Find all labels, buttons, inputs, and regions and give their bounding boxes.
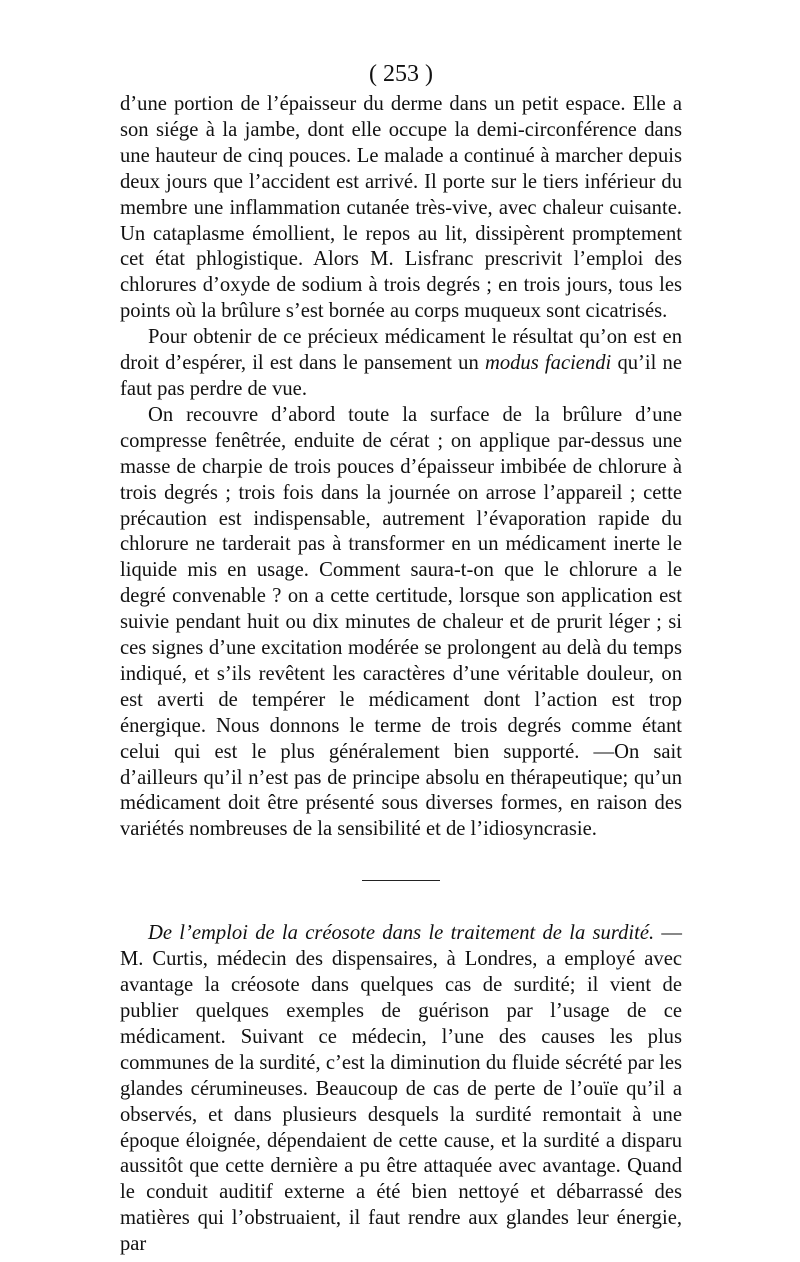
page-number: ( 253 ) <box>369 61 433 87</box>
paragraph-creosote-section <box>120 921 682 1258</box>
section-divider <box>362 880 440 881</box>
paragraph-burn-case: d’une portion de l’épaisseur du derme dans un petit espace. Elle a son siége à la jambe, dont elle occupe la demi-circonférence dans une hauteur de cinq pouces. Le malade a continué à marcher depuis deux jours que l’accident est arrivé. Il porte sur le tiers inférieur du membre une inflammation cutanée très-vive, avec chaleur cuisante. Un cataplasme émollient, le repos au lit, dissipèrent promptement cet état phlogistique. Alors M. Lisfranc prescrivit l’emploi des chlorures d’oxyde de sodium à trois degrés ; en trois jours, tous les points où la brûlure s’est bornée au corps muqueux sont cicatrisés. <box>120 93 682 323</box>
section-heading-creosote: De l’emploi de la créosote dans le traitement de la surdité. <box>148 922 655 945</box>
document-page <box>120 58 682 1258</box>
paragraph-dressing-method: On recouvre d’abord toute la surface de la brûlure d’une compresse fenêtrée, enduite de cérat ; on applique par-dessus une masse de charpie de trois pouces d’épaisseur imbibée de chlorure à trois degrés ; trois fois dans la journée on arrose l’appareil ; cette précaution est indispensable, autrement l’évaporation rapide du chlorure ne tarderait pas à transformer en un médicament inerte le liquide mis en usage. Comment saura-t-on que le chlorure a le degré convenable ? on a cette certitude, lorsque son application est suivie pendant huit ou dix minutes de chaleur et de prurit léger ; si ces signes d’une excitation modérée se prolongent au delà du temps indiqué, et s’ils revêtent les caractères d’une véritable douleur, on est averti de tempérer le médicament dont l’action est trop énergique. Nous donnons le terme de trois degrés comme étant celui qui est le plus généralement bien supporté. —On sait d’ailleurs qu’il n’est pas de principe absolu en thérapeutique; qu’un médicament doit être présenté sous diverses formes, en raison des variétés nombreuses de la sensibilité et de l’idiosyncrasie. <box>120 403 682 841</box>
paragraph-modus-text-end: qu’il ne faut pas perdre de vue. <box>120 352 682 400</box>
paragraph-modus-faciendi <box>120 325 682 403</box>
modus-faciendi-italic: modus faciendi <box>484 352 612 375</box>
creosote-section-body: — M. Curtis, médecin des dispensaires, à Londres, a employé avec avantage la créosote dans quelques cas de surdité; il vient de publier quelques exemples de guérison par l’usage de ce médicament. Suivant ce médecin, l’une des causes les plus communes de la surdité, c’est la diminution du fluide sécrété par les glandes cérumineuses. Beaucoup de cas de perte de l’ouïe qu’il a observés, et dans plusieurs desquels la surdité remontait à une époque éloignée, dépendaient de cette cause, et la surdité a disparu aussitôt que cette dernière a pu être attaquée avec avantage. Quand le conduit auditif externe a été bien nettoyé et débarrassé des matières qui l’obstruaient, il faut rendre aux glandes leur énergie, par <box>120 922 682 1256</box>
paragraph-modus-text-start: Pour obtenir de ce précieux médicament le résultat qu’on est en droit d’espérer, il est dans le pansement un <box>120 326 682 375</box>
